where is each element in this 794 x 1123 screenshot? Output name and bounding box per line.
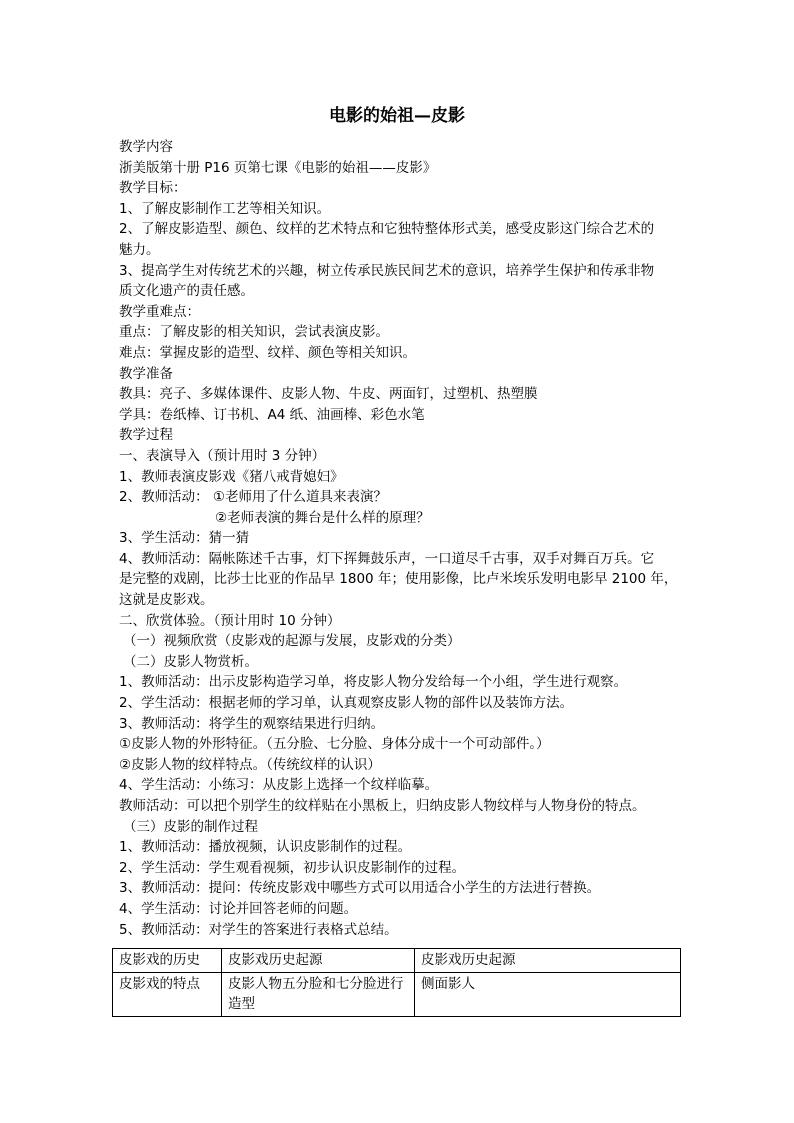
summary-table — [112, 948, 681, 1017]
text-line: 教学目标： — [119, 180, 187, 197]
text-line: 教具：亮子、多媒体课件、皮影人物、牛皮、两面钉，过塑机、热塑膜 — [119, 386, 538, 403]
text-line: 3、学生活动：猜一猜 — [119, 530, 250, 547]
table-cell: 皮影戏的历史 — [113, 949, 222, 973]
text-line: 1、教师活动：播放视频，认识皮影制作的过程。 — [119, 839, 412, 856]
text-line: （三）皮影的制作过程 — [123, 818, 258, 835]
text-line: 2、学生活动：学生观看视频，初步认识皮影制作的过程。 — [119, 859, 466, 876]
document-title: 电影的始祖—皮影 — [329, 106, 465, 126]
text-line: 重点：了解皮影的相关知识，尝试表演皮影。 — [119, 324, 389, 341]
table-row — [113, 949, 681, 973]
text-line: 浙美版第十册 P16 页第七课《电影的始祖——皮影》 — [119, 159, 437, 176]
text-line: 1、了解皮影制作工艺等相关知识。 — [119, 200, 331, 217]
table-row — [113, 972, 681, 1016]
text-line: 教学内容 — [119, 139, 173, 155]
text-line: 3、教师活动：提问：传统皮影戏中哪些方式可以用适合小学生的方法进行替换。 — [119, 880, 601, 897]
table-cell: 皮影戏的特点 — [113, 972, 222, 1016]
text-line: 是完整的戏剧，比莎士比亚的作品早 1800 年；使用影像，比卢米埃乐发明电影早 2100 年， — [119, 571, 678, 588]
text-line: （一）视频欣赏（皮影戏的起源与发展，皮影戏的分类） — [123, 633, 461, 650]
text-line: ②老师表演的舞台是什么样的原理？ — [215, 509, 430, 526]
text-line: ②皮影人物的纹样特点。（传统纹样的认识） — [119, 756, 381, 773]
text-line: 这就是皮影戏。 — [119, 592, 214, 609]
table-cell: 皮影戏历史起源 — [222, 949, 415, 973]
text-line: （二）皮影人物赏析。 — [123, 653, 258, 670]
text-line: 教学过程 — [119, 427, 173, 444]
text-line: 一、表演导入（预计用时 3 分钟） — [119, 447, 326, 464]
text-line: 3、教师活动：将学生的观察结果进行归纳。 — [119, 715, 385, 732]
text-line: ①皮影人物的外形特征。（五分脸、七分脸、身体分成十一个可动部件。） — [119, 736, 550, 753]
text-line: 教学准备 — [119, 365, 173, 382]
text-line: 4、学生活动：小练习：从皮影上选择一个纹样临摹。 — [119, 777, 439, 794]
text-line: 1、教师表演皮影戏《猪八戒背媳妇》 — [119, 468, 344, 485]
text-line: 魅力。 — [119, 241, 160, 258]
text-line: 2、了解皮影造型、颜色、纹样的艺术特点和它独特整体形式美，感受皮影这门综合艺术的 — [119, 221, 655, 238]
text-line: 学具：卷纸棒、订书机、A4 纸、油画棒、彩色水笔 — [119, 406, 425, 423]
text-line: 4、教师活动：隔帐陈述千古事，灯下挥舞鼓乐声，一口道尽千古事，双手对舞百万兵。它 — [119, 550, 655, 567]
text-line: 质文化遗产的责任感。 — [119, 283, 254, 300]
text-line: 教师活动：可以把个别学生的纹样贴在小黑板上，归纳皮影人物纹样与人物身份的特点。 — [119, 798, 646, 814]
text-line: 4、学生活动：讨论并回答老师的问题。 — [119, 900, 358, 917]
table-cell: 皮影戏历史起源 — [415, 949, 681, 973]
text-line: 3、提高学生对传统艺术的兴趣，树立传承民族民间艺术的意识，培养学生保护和传承非物 — [119, 262, 655, 279]
table-cell: 侧面影人 — [415, 972, 681, 1016]
text-line: 5、教师活动：对学生的答案进行表格式总结。 — [119, 921, 398, 938]
text-line: 2、学生活动：根据老师的学习单，认真观察皮影人物的部件以及装饰方法。 — [119, 695, 574, 712]
text-line: 1、教师活动：出示皮影构造学习单，将皮影人物分发给每一个小组，学生进行观察。 — [119, 674, 628, 691]
text-line: 难点：掌握皮影的造型、纹样、颜色等相关知识。 — [119, 344, 416, 361]
text-line: 二、欣赏体验。（预计用时 10 分钟） — [119, 612, 341, 629]
text-line: 2、教师活动： ①老师用了什么道具来表演？ — [119, 489, 387, 506]
document-body — [119, 137, 691, 940]
text-line: 教学重难点： — [119, 303, 200, 320]
table-cell: 皮影人物五分脸和七分脸进行造型 — [222, 972, 415, 1016]
